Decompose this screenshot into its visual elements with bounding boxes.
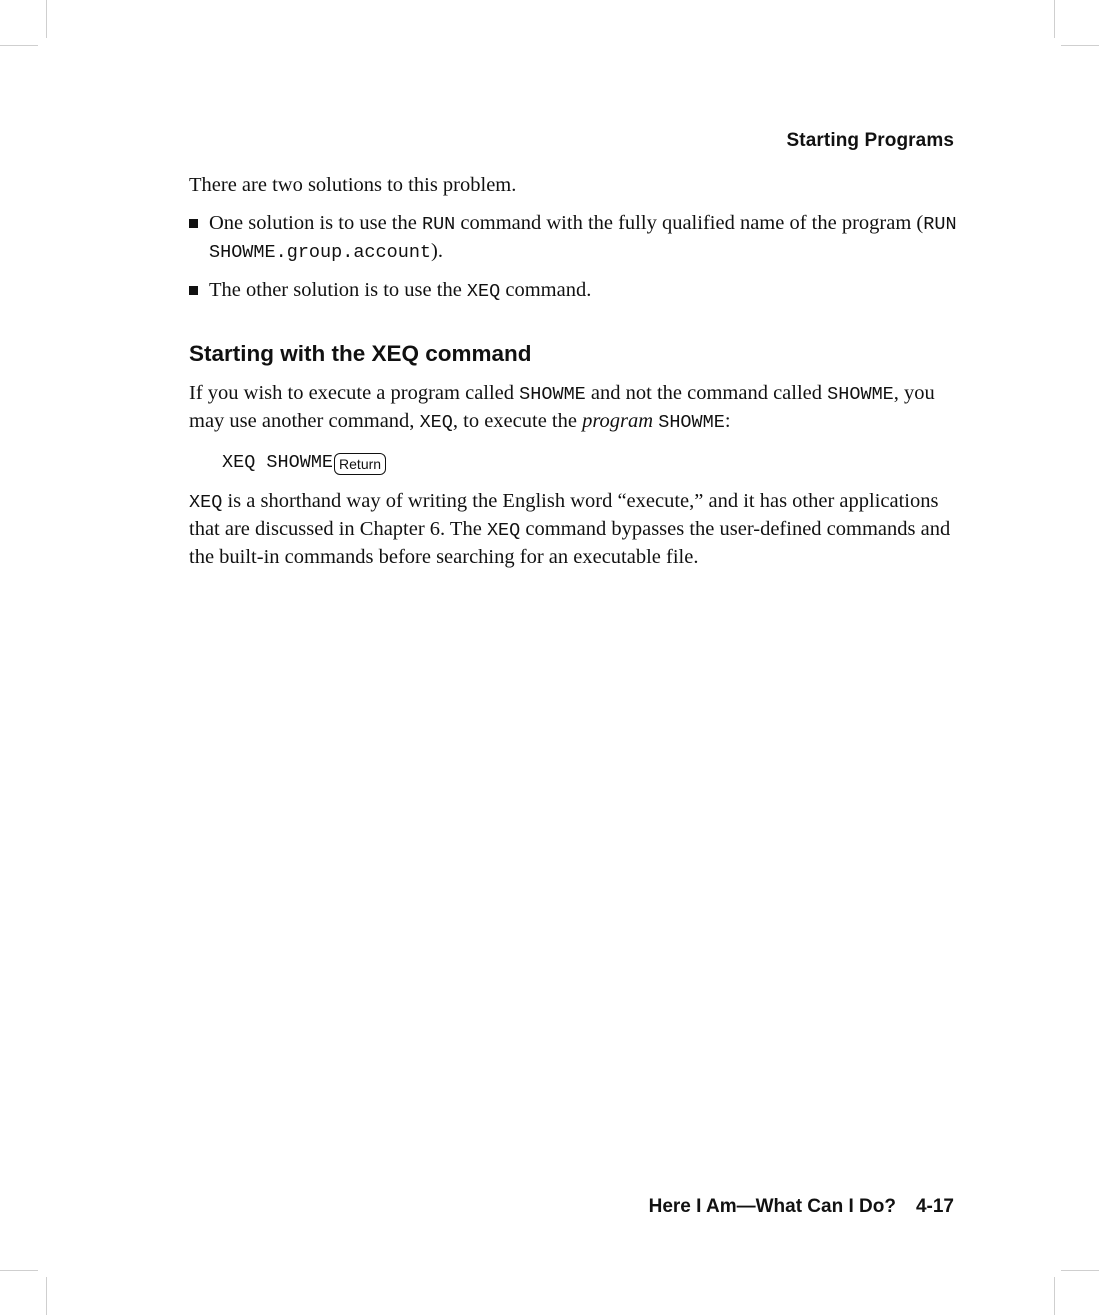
page-number: 4-17 [915, 1196, 954, 1217]
text-run: The other solution is to use the [209, 279, 467, 301]
intro-paragraph: There are two solutions to this problem. [189, 174, 517, 196]
solutions-list [189, 210, 959, 305]
code-run: SHOWME [827, 384, 894, 405]
crop-mark [46, 1277, 47, 1315]
code-run: SHOWME [658, 412, 725, 433]
code-run: XEQ [189, 492, 223, 513]
text-run: , you may use another command, [189, 382, 935, 432]
crop-mark [1054, 1277, 1055, 1315]
text-run: One solution is to use the [209, 212, 422, 234]
emphasis-run: program [582, 410, 654, 432]
crop-mark [1061, 45, 1099, 46]
command-text: XEQ SHOWME [222, 452, 334, 473]
crop-mark [1061, 1270, 1099, 1271]
crop-mark [46, 0, 47, 38]
running-header: Starting Programs [786, 130, 954, 151]
code-run: XEQ [486, 520, 521, 541]
crop-mark [0, 45, 38, 46]
text-run: If you wish to execute a program called [189, 382, 520, 404]
code-run: XEQ [466, 281, 501, 302]
text-run: : [724, 410, 731, 432]
section-heading: Starting with the XEQ command [189, 341, 532, 366]
text-run: command bypasses the user-defined commands and the built-in commands before searching for an executable file. [189, 518, 951, 568]
text-run: , to execute the [452, 410, 583, 432]
code-run: RUN [421, 214, 456, 235]
code-run: SHOWME [519, 384, 586, 405]
text-run: ). [431, 240, 443, 262]
page-body [189, 172, 959, 570]
crop-mark [0, 1270, 38, 1271]
list-item [189, 277, 959, 305]
text-run: command. [500, 279, 592, 301]
code-run: XEQ [419, 412, 453, 433]
text-run: command with the fully qualified name of the program ( [455, 212, 924, 234]
code-run: RUN SHOWME.group.account [209, 214, 957, 263]
command-example [222, 450, 959, 476]
list-item [189, 210, 959, 266]
text-run: and not the command called [585, 382, 828, 404]
body-paragraph [189, 380, 959, 436]
bullet-square-icon [189, 286, 198, 295]
text-run: is a shorthand way of writing the English word “execute,” and it has other applications that are discussed in Chapter 6. The [189, 490, 939, 540]
bullet-square-icon [189, 219, 198, 228]
running-footer [649, 1196, 954, 1218]
body-paragraph [189, 488, 959, 570]
return-key-icon: Return [334, 453, 386, 475]
footer-title: Here I Am—What Can I Do? [648, 1196, 896, 1217]
crop-mark [1054, 0, 1055, 38]
